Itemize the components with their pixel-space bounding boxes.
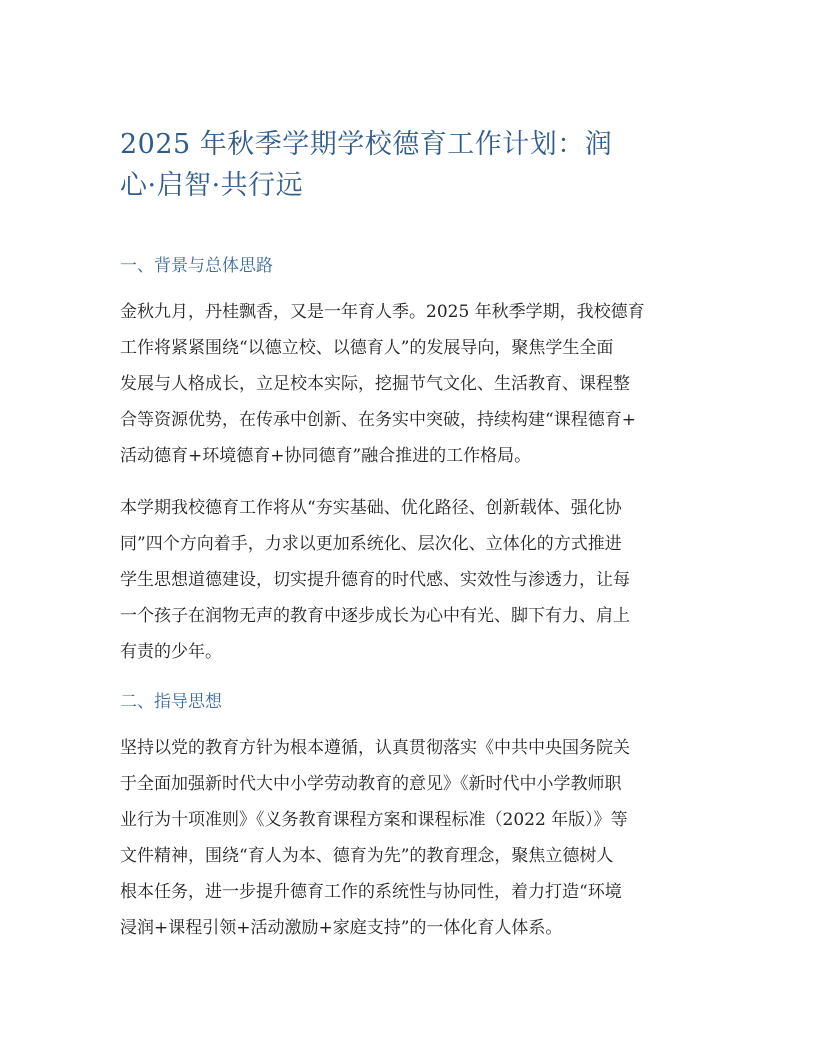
paragraph-background-1 <box>120 294 696 474</box>
paragraph-line: 金秋九月，丹桂飘香，又是一年育人季。2025 年秋季学期，我校德育 <box>120 302 645 322</box>
paragraph-line: 业行为十项准则》《义务教育课程方案和课程标准（2022 年版）》等 <box>120 810 628 830</box>
paragraph-line: 本学期我校德育工作将从“夯实基础、优化路径、创新载体、强化协 <box>120 498 622 518</box>
paragraph-background-2 <box>120 490 696 670</box>
section-heading-guiding-ideology: 二、指导思想 <box>120 692 222 712</box>
paragraph-line: 学生思想道德建设，切实提升德育的时代感、实效性与渗透力，让每 <box>120 570 630 590</box>
paragraph-line: 同”四个方向着手，力求以更加系统化、层次化、立体化的方式推进 <box>120 534 622 554</box>
section-heading-background: 一、背景与总体思路 <box>120 256 273 276</box>
paragraph-line: 发展与人格成长，立足校本实际，挖掘节气文化、生活教育、课程整 <box>120 374 630 394</box>
paragraph-line: 一个孩子在润物无声的教育中逐步成长为心中有光、脚下有力、肩上 <box>120 606 630 626</box>
paragraph-line: 于全面加强新时代大中小学劳动教育的意见》《新时代中小学教师职 <box>120 774 622 794</box>
paragraph-line: 浸润+课程引领+活动激励+家庭支持”的一体化育人体系。 <box>120 918 563 938</box>
title-line: 心·启智·共行远 <box>120 170 304 201</box>
title-line: 2025 年秋季学期学校德育工作计划：润 <box>120 129 613 160</box>
paragraph-line: 文件精神，围绕“育人为本、德育为先”的教育理念，聚焦立德树人 <box>120 846 614 866</box>
document-title <box>120 124 680 206</box>
paragraph-line: 坚持以党的教育方针为根本遵循，认真贯彻落实《中共中央国务院关 <box>120 738 630 758</box>
paragraph-line: 有责的少年。 <box>120 642 222 662</box>
paragraph-line: 工作将紧紧围绕“以德立校、以德育人”的发展导向，聚焦学生全面 <box>120 338 614 358</box>
paragraph-line: 根本任务，进一步提升德育工作的系统性与协同性，着力打造“环境 <box>120 882 622 902</box>
paragraph-line: 合等资源优势，在传承中创新、在务实中突破，持续构建“课程德育+ <box>120 410 636 430</box>
paragraph-line: 活动德育+环境德育+协同德育”融合推进的工作格局。 <box>120 446 532 466</box>
paragraph-guiding-ideology <box>120 730 696 946</box>
